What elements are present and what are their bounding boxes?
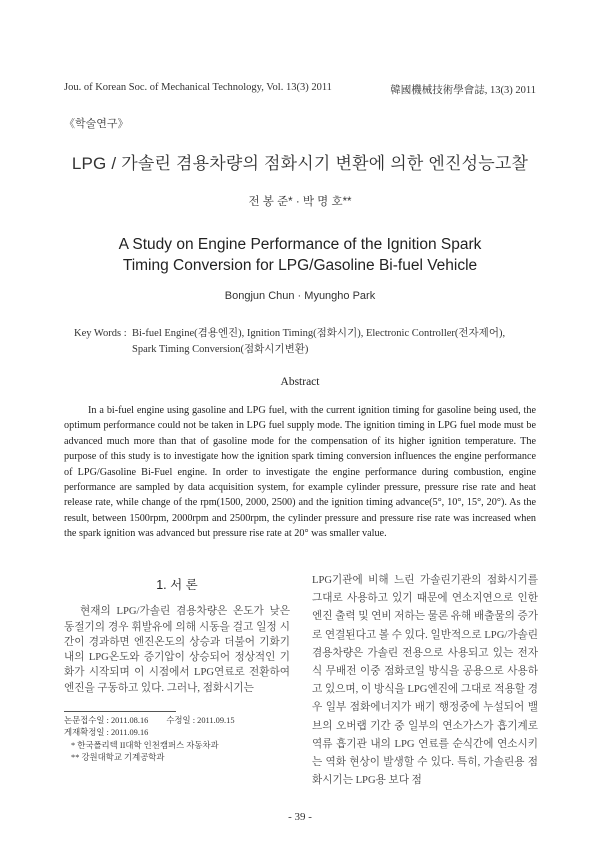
- footnote-author-1: * 한국폴리텍 II대학 인천캠퍼스 자동차과: [71, 740, 219, 750]
- keywords-line-2: Spark Timing Conversion(점화시기변환): [132, 344, 309, 355]
- footnote-divider: [64, 711, 176, 712]
- journal-citation-english: Jou. of Korean Soc. of Mechanical Technology, Vol. 13(3) 2011: [64, 82, 332, 93]
- introduction-text-right: LPG기관에 비해 느린 가솔린기관의 점화시기를 그대로 사용하고 있기 때문에 연소지연으로 인한 엔진 출력 및 연비 저하는 물론 유해 배출물의 증가로 연결된다고 볼 수 있다. 일반적으로 LPG/가솔린 겸용차량은 가솔린 전용으로 사용되고 있는 전자식 무배전 이중 점화코일 방식을 공용으로 사용하고 있으며, 이 방식을 LPG엔진에 그대로 적용할 경우 일부 점화에너지가 배기 행정중에 누설되어 밸브의 오버랩 기간 중 일부의 연소가스가 흡기계로 역류 흡기관 내의 LPG 연료를 순식간에 연소시키는 역화 현상이 발생할 수 있다. 특히, 가솔린용 점화시기는 LPG용 보다 점: [312, 575, 538, 787]
- article-category: 《학술연구》: [64, 118, 129, 130]
- abstract-text: In a bi-fuel engine using gasoline and LPG fuel, with the current ignition timing for gasoline being used, the optimum performance could not be taken in LPG fuel supply mode. The ignition timing in LPG fuel mode must be advanced much more than that of gasoline mode for the compensation of its higher ignition temperature. The purpose of this study is to investigate how the ignition spark timing conversion influences the engine performance of LPG/Gasoline Bi-Fuel engine. In order to investigate the engine performance during combustion, engine performance are sampled by data acquisition system, for example cylinder pressure, pressure rise rate and heat release rate, while change of the rpm(1500, 2000, 2500) and the ignition timing advance(5°, 10°, 15°, 20°). As the result, between 1500rpm, 2000rpm and 2500rpm, the cylinder pressure and pressure rise rate was increased when the spark ignition was advanced but pressure rise rate at 20° was smaller value.: [64, 405, 536, 540]
- keywords-row-1: [74, 326, 544, 342]
- introduction-text-left: 현재의 LPG/가솔린 겸용차량은 온도가 낮은 동절기의 경우 휘발유에 의해 시동을 걸고 일정 시간이 경과하면 엔진온도의 상승과 더불어 기화기내의 LPG온도와 증기압이 상승되어 정상적인 기화가 시작되며 이 시점에서 LPG연료로 전환하여 엔진을 구동하고 있다. 그러나, 점화시기는: [64, 606, 290, 694]
- title-english-line-1: A Study on Engine Performance of the Ignition Spark: [118, 236, 482, 253]
- journal-citation-korean: 韓國機械技術學會誌, 13(3) 2011: [390, 85, 536, 96]
- footnote-accepted-date: 게재확정일 : 2011.09.16: [64, 728, 149, 738]
- footnote-dates-row: [64, 715, 290, 727]
- title-english-line-2: Timing Conversion for LPG/Gasoline Bi-fuel Vehicle: [122, 257, 478, 274]
- authors-english: Bongjun Chun · Myungho Park: [224, 290, 376, 302]
- footnote-revised-date: 수정일 : 2011.09.15: [166, 716, 235, 725]
- footnotes: [64, 715, 290, 765]
- paper-title-korean: LPG / 가솔린 겸용차량의 점화시기 변환에 의한 엔진성능고찰: [71, 154, 529, 173]
- footnote-author-2: ** 강원대학교 기계공학과: [71, 753, 165, 763]
- paper-title-english: [100, 234, 500, 276]
- page-number: - 39 -: [288, 811, 312, 823]
- authors-korean: 전 봉 준* · 박 명 호**: [248, 196, 352, 208]
- footnote-received-date: 논문접수일 : 2011.08.16: [64, 716, 149, 725]
- abstract-heading: Abstract: [280, 376, 320, 388]
- section-heading-introduction: 1. 서 론: [156, 578, 198, 592]
- keywords-line-1: Bi-fuel Engine(겸용엔진), Ignition Timing(점화시기), Electronic Controller(전자제어),: [132, 328, 506, 339]
- keywords-label: Key Words :: [74, 328, 127, 339]
- left-column: [64, 578, 290, 696]
- keywords-block: [74, 326, 544, 358]
